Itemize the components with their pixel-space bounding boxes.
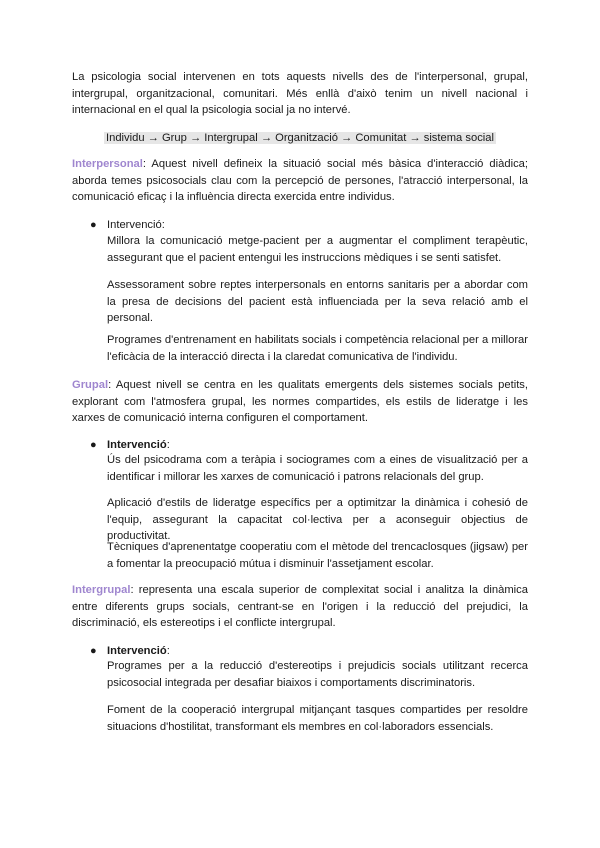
bullet-label: Intervenció:: [107, 219, 165, 231]
bullet-dot-icon: ●: [90, 645, 97, 657]
intervention-item: Assessorament sobre reptes interpersonals en entorns sanitaris per a abordar com la presa de decisions del pacient està influenciada per la seva relació amb el personal.: [107, 279, 528, 325]
section-interpersonal: [72, 156, 528, 206]
intro-paragraph: La psicologia social intervenen en tots aquests nivells des de l'interpersonal, grupal, intergrupal, organitzacional, comunitari. Més enllà d'això tenim un nivell nacional i internacional en el qual la psicologia social ja no intervé.: [72, 71, 528, 117]
bullet-dot-icon: ●: [90, 219, 97, 231]
bullet-label: Intervenció: [107, 439, 167, 451]
intervention-item: Programes d'entrenament en habilitats socials i competència relacional per a millorar l'eficàcia de la interacció directa i la claredat comunicativa de l'individu.: [107, 334, 528, 363]
level-sequence-text: Individu → Grup → Intergrupal → Organització → Comunitat → sistema social: [106, 132, 494, 144]
section-term: Grupal: [72, 379, 109, 391]
bullet-suffix: :: [166, 439, 170, 451]
bullet-label: Intervenció: [107, 645, 167, 657]
intervention-item: Ús del psicodrama com a teràpia i sociogrames com a eines de visualització per a identificar i millorar les xarxes de comunicació i patrons relacionals del grup.: [107, 454, 528, 483]
level-sequence: [0, 130, 600, 147]
intervention-item: Tècniques d'aprenentatge cooperatiu com el mètode del trencaclosques (jigsaw) per a fomentar la preocupació mútua i disminuir l'assetjament escolar.: [107, 541, 528, 570]
intervention-item: Programes per a la reducció d'estereotips i prejudicis socials utilitzant recerca psicosocial integrada per desafiar biaixos i comportaments discriminatoris.: [107, 660, 528, 689]
section-grupal: [72, 377, 528, 427]
section-term: Interpersonal: [72, 158, 143, 170]
section-text: : representa una escala superior de complexitat social i analitza la dinàmica entre diferents grups socials, centrant-se en l'origen i la reducció del prejudici, la discriminació, els estereotips i el conflicte intergrupal.: [72, 584, 528, 630]
intervention-item: Aplicació d'estils de lideratge específics per a optimitzar la dinàmica i cohesió de l'equip, assegurant la capacitat col·lectiva per a aconseguir objectius de productivitat.: [107, 497, 528, 543]
section-text: : Aquest nivell se centra en les qualitats emergents dels sistemes socials petits, explorant com l'atmosfera grupal, les normes compartides, els estils de lideratge i les xarxes de comunicació interna configuren el comportament.: [72, 379, 528, 425]
bullet-suffix: :: [166, 645, 170, 657]
intervention-item: Millora la comunicació metge-pacient per a augmentar el compliment terapèutic, assegurant que el pacient entengui les instruccions mèdiques i se senti satisfet.: [107, 235, 528, 264]
section-term: Intergrupal: [72, 584, 131, 596]
section-text: : Aquest nivell defineix la situació social més bàsica d'interacció diàdica; aborda temes psicosocials clau com la percepció de persones, l'atracció interpersonal, la comunicació eficaç i la influència directa exercida entre individus.: [72, 158, 528, 204]
bullet-dot-icon: ●: [90, 439, 97, 451]
intervention-item: Foment de la cooperació intergrupal mitjançant tasques compartides per resoldre situacions d'hostilitat, transformant els membres en col·laboradors essencials.: [107, 704, 528, 733]
section-intergrupal: [72, 582, 528, 632]
